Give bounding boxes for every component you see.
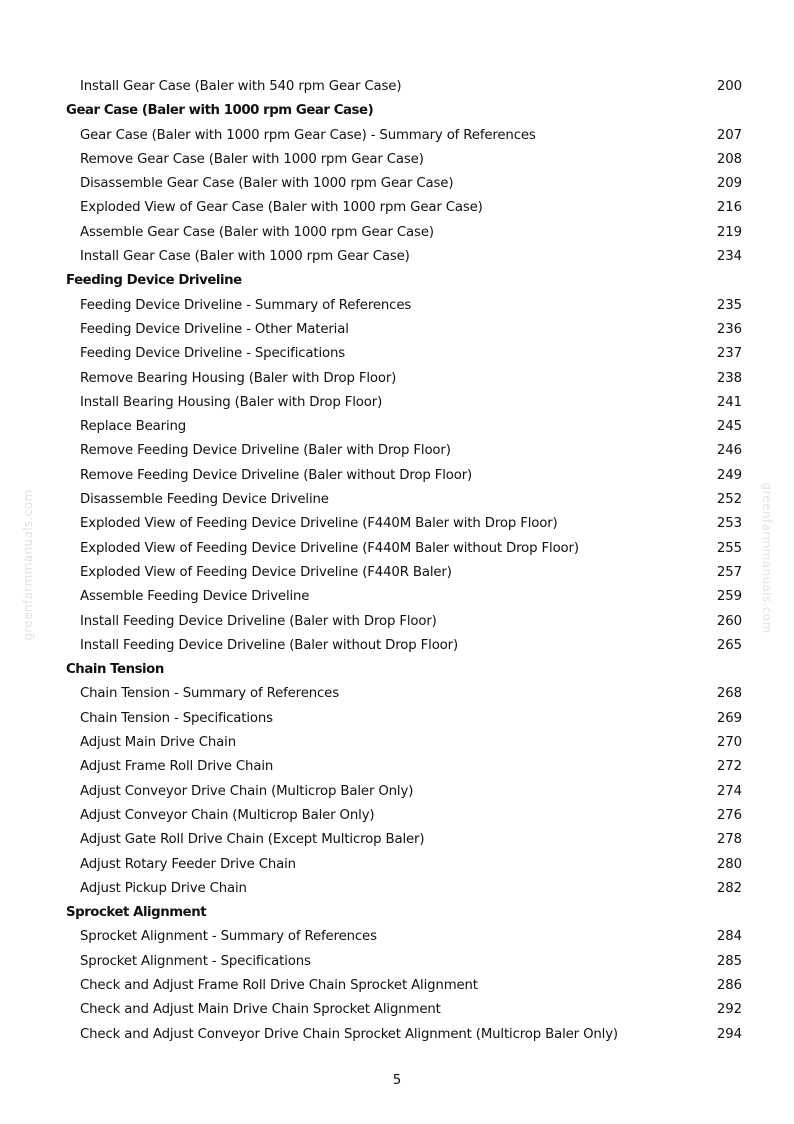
toc-entry[interactable] — [0, 828, 794, 852]
toc-entry-title: Disassemble Feeding Device Driveline — [80, 492, 329, 508]
toc-entry-title: Replace Bearing — [80, 419, 187, 435]
toc-entry[interactable] — [0, 974, 794, 998]
toc-entry[interactable] — [0, 512, 794, 536]
toc-entry-title: Adjust Conveyor Chain (Multicrop Baler Only) — [80, 807, 375, 823]
toc-entry-page-number: 272 — [716, 759, 742, 775]
toc-entry-page-number: 207 — [716, 127, 742, 143]
toc-entry-title: Check and Adjust Main Drive Chain Sprocket Alignment — [80, 1002, 441, 1018]
toc-entry-page-number: 268 — [716, 686, 742, 702]
toc-entry-page-number: 292 — [716, 1002, 742, 1018]
toc-section-heading[interactable] — [0, 99, 794, 123]
toc-entry-title: Feeding Device Driveline - Specifications — [80, 346, 346, 362]
toc-entry-title: Adjust Gate Roll Drive Chain (Except Multicrop Baler) — [80, 832, 425, 848]
toc-heading-title: Sprocket Alignment — [66, 905, 207, 921]
toc-entry-page-number: 252 — [716, 492, 742, 508]
toc-entry-page-number: 237 — [716, 346, 742, 362]
toc-entry[interactable] — [0, 804, 794, 828]
toc-entry-title: Remove Feeding Device Driveline (Baler with Drop Floor) — [80, 443, 451, 459]
toc-entry[interactable] — [0, 439, 794, 463]
toc-entry-title: Install Feeding Device Driveline (Baler without Drop Floor) — [80, 637, 459, 653]
toc-entry[interactable] — [0, 294, 794, 318]
toc-entry-title: Disassemble Gear Case (Baler with 1000 rpm Gear Case) — [80, 176, 454, 192]
toc-entry-title: Chain Tension - Specifications — [80, 710, 273, 726]
toc-entry[interactable] — [0, 464, 794, 488]
toc-entry[interactable] — [0, 172, 794, 196]
toc-entry-page-number: 282 — [716, 880, 742, 896]
toc-entry-title: Remove Gear Case (Baler with 1000 rpm Gear Case) — [80, 151, 424, 167]
watermark-left: greenfarmmanuals.com — [21, 489, 35, 641]
toc-entry-page-number: 255 — [716, 540, 742, 556]
toc-entry[interactable] — [0, 1023, 794, 1047]
toc-entry-page-number: 235 — [716, 297, 742, 313]
toc-entry-page-number: 276 — [716, 807, 742, 823]
toc-entry[interactable] — [0, 998, 794, 1022]
toc-entry[interactable] — [0, 682, 794, 706]
toc-entry-page-number: 245 — [716, 419, 742, 435]
toc-entry-title: Adjust Main Drive Chain — [80, 735, 236, 751]
toc-entry[interactable] — [0, 877, 794, 901]
toc-entry[interactable] — [0, 707, 794, 731]
toc-entry[interactable] — [0, 634, 794, 658]
toc-entry[interactable] — [0, 780, 794, 804]
toc-entry-title: Remove Feeding Device Driveline (Baler without Drop Floor) — [80, 467, 473, 483]
toc-entry-page-number: 294 — [716, 1026, 742, 1042]
toc-entry-title: Adjust Pickup Drive Chain — [80, 880, 247, 896]
toc-entry[interactable] — [0, 318, 794, 342]
toc-entry[interactable] — [0, 342, 794, 366]
toc-entry[interactable] — [0, 245, 794, 269]
toc-entry-page-number: 208 — [716, 151, 742, 167]
toc-entry-title: Install Feeding Device Driveline (Baler with Drop Floor) — [80, 613, 437, 629]
toc-entry[interactable] — [0, 124, 794, 148]
toc-entry-page-number: 246 — [716, 443, 742, 459]
toc-entry-title: Feeding Device Driveline - Other Material — [80, 321, 349, 337]
toc-entry-page-number: 269 — [716, 710, 742, 726]
toc-section-heading[interactable] — [0, 901, 794, 925]
toc-entry[interactable] — [0, 950, 794, 974]
toc-entry-title: Exploded View of Gear Case (Baler with 1000 rpm Gear Case) — [80, 200, 483, 216]
toc-entry-title: Exploded View of Feeding Device Driveline (F440R Baler) — [80, 564, 452, 580]
toc-entry-page-number: 280 — [716, 856, 742, 872]
toc-entry-page-number: 238 — [716, 370, 742, 386]
toc-entry-title: Assemble Gear Case (Baler with 1000 rpm Gear Case) — [80, 224, 434, 240]
toc-entry-title: Check and Adjust Conveyor Drive Chain Sprocket Alignment (Multicrop Baler Only) — [80, 1026, 618, 1042]
toc-entry-page-number: 249 — [716, 467, 742, 483]
toc-entry[interactable] — [0, 221, 794, 245]
toc-entry[interactable] — [0, 75, 794, 99]
page-number: 5 — [392, 1073, 402, 1088]
toc-entry-title: Assemble Feeding Device Driveline — [80, 589, 310, 605]
toc-heading-title: Feeding Device Driveline — [66, 273, 242, 289]
toc-entry[interactable] — [0, 610, 794, 634]
toc-entry-title: Install Gear Case (Baler with 540 rpm Gear Case) — [80, 79, 402, 94]
toc-entry-title: Adjust Frame Roll Drive Chain — [80, 759, 274, 775]
toc-entry-title: Install Gear Case (Baler with 1000 rpm Gear Case) — [80, 249, 410, 265]
watermark-right: greenfarmmanuals.com — [760, 482, 774, 634]
toc-entry[interactable] — [0, 367, 794, 391]
toc-entry-page-number: 270 — [716, 735, 742, 751]
toc-entry[interactable] — [0, 391, 794, 415]
toc-entry-page-number: 216 — [716, 200, 742, 216]
toc-entry-page-number: 265 — [716, 637, 742, 653]
toc-entry[interactable] — [0, 853, 794, 877]
toc-entry[interactable] — [0, 488, 794, 512]
toc-entry-title: Check and Adjust Frame Roll Drive Chain Sprocket Alignment — [80, 977, 478, 993]
toc-heading-title: Gear Case (Baler with 1000 rpm Gear Case) — [66, 103, 374, 119]
toc-entry[interactable] — [0, 561, 794, 585]
toc-entry-page-number: 260 — [716, 613, 742, 629]
toc-entry-title: Adjust Conveyor Drive Chain (Multicrop Baler Only) — [80, 783, 414, 799]
toc-entry-title: Feeding Device Driveline - Summary of References — [80, 297, 412, 313]
toc-entry-page-number: 286 — [716, 977, 742, 993]
toc-entry[interactable] — [0, 755, 794, 779]
toc-entry-title: Remove Bearing Housing (Baler with Drop Floor) — [80, 370, 397, 386]
toc-entry[interactable] — [0, 585, 794, 609]
toc-entry-page-number: 274 — [716, 783, 742, 799]
toc-entry[interactable] — [0, 925, 794, 949]
toc-entry-page-number: 259 — [716, 589, 742, 605]
toc-entry-page-number: 209 — [716, 176, 742, 192]
toc-entry-title: Exploded View of Feeding Device Driveline (F440M Baler with Drop Floor) — [80, 516, 558, 532]
toc-entry-page-number: 200 — [716, 79, 742, 94]
toc-entry-title: Exploded View of Feeding Device Driveline (F440M Baler without Drop Floor) — [80, 540, 579, 556]
toc-entry-title: Install Bearing Housing (Baler with Drop Floor) — [80, 394, 383, 410]
toc-entry-page-number: 278 — [716, 832, 742, 848]
toc-entry-title: Adjust Rotary Feeder Drive Chain — [80, 856, 296, 872]
toc-entry-page-number: 236 — [716, 321, 742, 337]
toc-entry-page-number: 234 — [716, 249, 742, 265]
toc-entry[interactable] — [0, 415, 794, 439]
toc-section-heading[interactable] — [0, 269, 794, 293]
toc-entry-page-number: 285 — [716, 953, 742, 969]
table-of-contents — [0, 75, 794, 1047]
toc-entry-title: Sprocket Alignment - Specifications — [80, 953, 311, 969]
toc-entry[interactable] — [0, 537, 794, 561]
toc-heading-title: Chain Tension — [66, 662, 164, 678]
toc-entry-title: Chain Tension - Summary of References — [80, 686, 339, 702]
toc-entry-title: Sprocket Alignment - Summary of References — [80, 929, 377, 945]
toc-entry-page-number: 253 — [716, 516, 742, 532]
toc-entry[interactable] — [0, 148, 794, 172]
toc-entry-page-number: 241 — [716, 394, 742, 410]
toc-entry-page-number: 219 — [716, 224, 742, 240]
toc-entry-page-number: 284 — [716, 929, 742, 945]
toc-entry[interactable] — [0, 196, 794, 220]
toc-entry-page-number: 257 — [716, 564, 742, 580]
toc-section-heading[interactable] — [0, 658, 794, 682]
toc-entry-title: Gear Case (Baler with 1000 rpm Gear Case) - Summary of References — [80, 127, 536, 143]
toc-entry[interactable] — [0, 731, 794, 755]
